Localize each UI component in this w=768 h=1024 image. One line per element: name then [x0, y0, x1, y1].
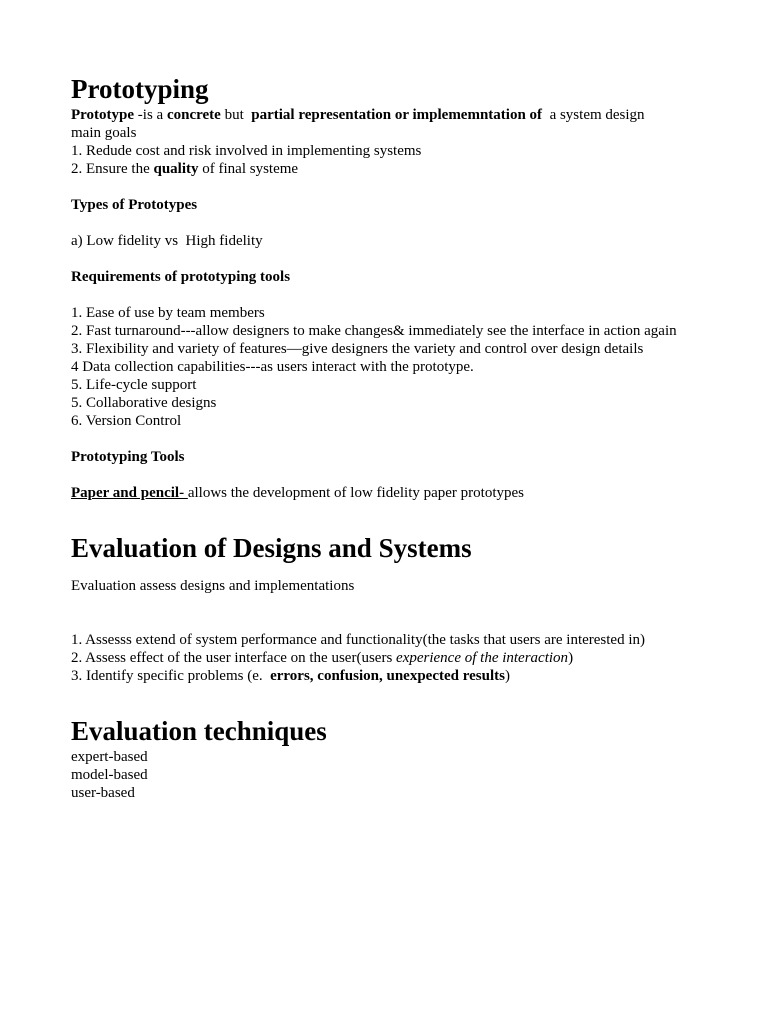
goal-item-1: 1. Redude cost and risk involved in implementing systems — [71, 143, 422, 159]
evaluation-item-3 — [71, 667, 711, 685]
definition-text-2: but — [220, 107, 252, 123]
evaluation-item-3-post: ) — [504, 668, 510, 684]
requirements-heading: Requirements of prototyping tools — [71, 269, 291, 285]
prototype-definition — [71, 106, 711, 124]
definition-text-1: -is a — [134, 107, 167, 123]
partial-representation-term: partial representation or implememntation of — [251, 107, 543, 123]
evaluation-heading: Evaluation of Designs and Systems — [71, 533, 472, 563]
evaluation-item-2-pre: 2. Assess effect of the user interface on the user(users — [71, 650, 397, 666]
evaluation-item-2-post: ) — [568, 650, 574, 666]
requirement-item: 5. Collaborative designs — [71, 395, 217, 411]
requirement-item: 1. Ease of use by team members — [71, 305, 265, 321]
experience-phrase: experience of the interaction — [396, 650, 569, 666]
types-item: a) Low fidelity vs High fidelity — [71, 233, 263, 249]
requirement-item: 2. Fast turnaround---allow designers to make changes& immediately see the interface in action again — [71, 323, 677, 339]
concrete-term: concrete — [166, 107, 221, 123]
evaluation-item-2 — [71, 649, 711, 667]
evaluation-item-3-pre: 3. Identify specific problems (e. — [71, 668, 271, 684]
definition-text-3: a system design — [542, 107, 645, 123]
main-goals-label: main goals — [71, 125, 137, 141]
prototyping-heading: Prototyping — [71, 74, 209, 104]
requirement-item: 5. Life-cycle support — [71, 377, 197, 393]
paper-and-pencil-term: Paper and pencil- — [71, 485, 188, 501]
document-body — [71, 72, 711, 802]
technique-item: expert-based — [71, 749, 148, 765]
prototype-term: Prototype — [71, 107, 135, 123]
evaluation-item-1: 1. Assesss extend of system performance and functionality(the tasks that users are interested in) — [71, 632, 646, 648]
problems-phrase: errors, confusion, unexpected results — [270, 668, 505, 684]
prototyping-tools-heading: Prototyping Tools — [71, 449, 185, 465]
goal-item-2 — [71, 160, 711, 178]
evaluation-intro: Evaluation assess designs and implementations — [71, 578, 355, 594]
paper-and-pencil-item — [71, 484, 711, 502]
paper-and-pencil-description: allows the development of low fidelity paper prototypes — [187, 485, 524, 501]
goal2-text-post: of final systeme — [198, 161, 299, 177]
requirement-item: 3. Flexibility and variety of features—give designers the variety and control over design details — [71, 341, 644, 357]
technique-item: model-based — [71, 767, 148, 783]
goal2-text-pre: 2. Ensure the — [71, 161, 154, 177]
requirement-item: 6. Version Control — [71, 413, 182, 429]
technique-item: user-based — [71, 785, 135, 801]
types-of-prototypes-heading: Types of Prototypes — [71, 197, 198, 213]
evaluation-techniques-heading: Evaluation techniques — [71, 716, 327, 746]
requirement-item: 4 Data collection capabilities---as users interact with the prototype. — [71, 359, 474, 375]
quality-term: quality — [153, 161, 199, 177]
